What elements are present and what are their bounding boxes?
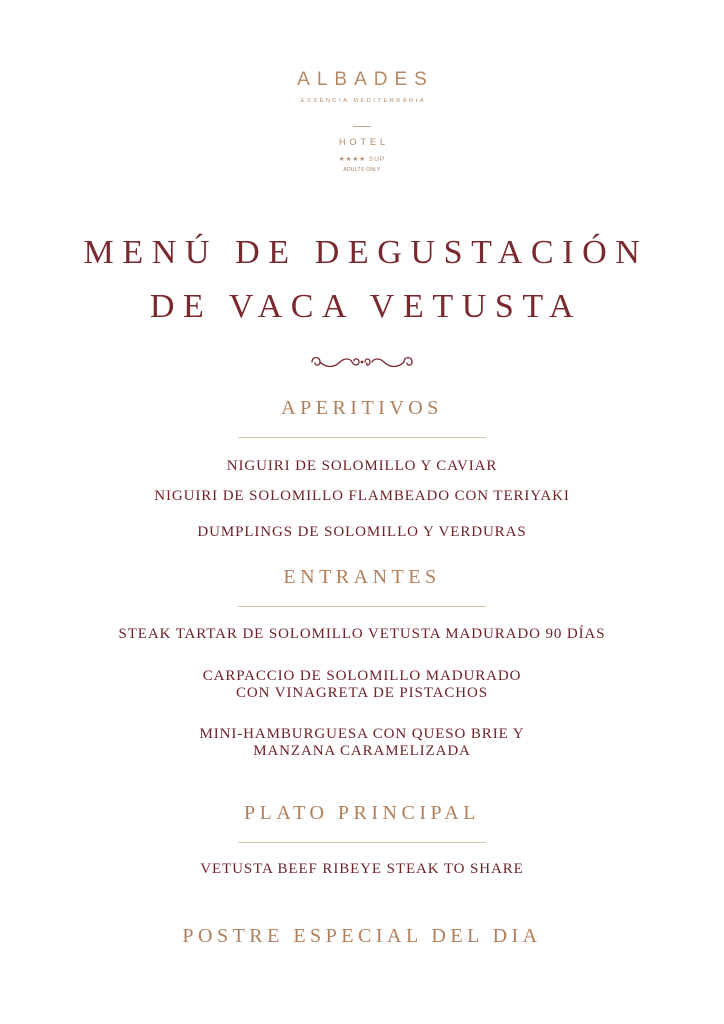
section-divider	[238, 842, 486, 843]
brand-tagline: ESSÈNCIA MEDITERRÀNIA	[300, 98, 427, 104]
brand-name: ALBADES	[297, 69, 434, 90]
menu-item: DUMPLINGS DE SOLOMILLO Y VERDURAS	[197, 524, 527, 540]
menu-title-line-1: MENÚ DE DEGUSTACIÓN	[83, 234, 649, 271]
menu-item: NIGUIRI DE SOLOMILLO Y CAVIAR	[226, 458, 498, 474]
section-divider	[238, 606, 486, 607]
menu-item: CARPACCIO DE SOLOMILLO MADURADO	[202, 668, 522, 684]
menu-title	[0, 226, 724, 334]
section-heading-aperitivos: APERITIVOS	[281, 397, 443, 419]
menu-title-line-2: DE VACA VETUSTA	[149, 288, 583, 325]
menu-item: VETUSTA BEEF RIBEYE STEAK TO SHARE	[200, 861, 524, 877]
menu-item: CON VINAGRETA DE PISTACHOS	[236, 685, 488, 701]
brand-stars: ★★★★ SUP	[338, 156, 386, 163]
section-heading-postre: POSTRE ESPECIAL DEL DIA	[182, 925, 542, 947]
menu-item: MANZANA CARAMELIZADA	[253, 743, 471, 759]
hotel-logo	[0, 66, 724, 173]
section-heading-entrantes: ENTRANTES	[283, 566, 441, 588]
brand-adults-only: ADULTS ONLY	[343, 167, 381, 173]
menu-item: MINI-HAMBURGUESA CON QUESO BRIE Y	[199, 726, 525, 742]
menu-item: STEAK TARTAR DE SOLOMILLO VETUSTA MADURADO 90 DÍAS	[118, 626, 606, 642]
section-divider	[238, 437, 486, 438]
brand-hotel-label: HOTEL	[338, 137, 389, 147]
brand-divider	[353, 126, 371, 127]
section-heading-plato-principal: PLATO PRINCIPAL	[244, 802, 480, 824]
flourish-ornament-icon	[306, 350, 418, 374]
menu-item: NIGUIRI DE SOLOMILLO FLAMBEADO CON TERIYAKI	[154, 488, 570, 504]
